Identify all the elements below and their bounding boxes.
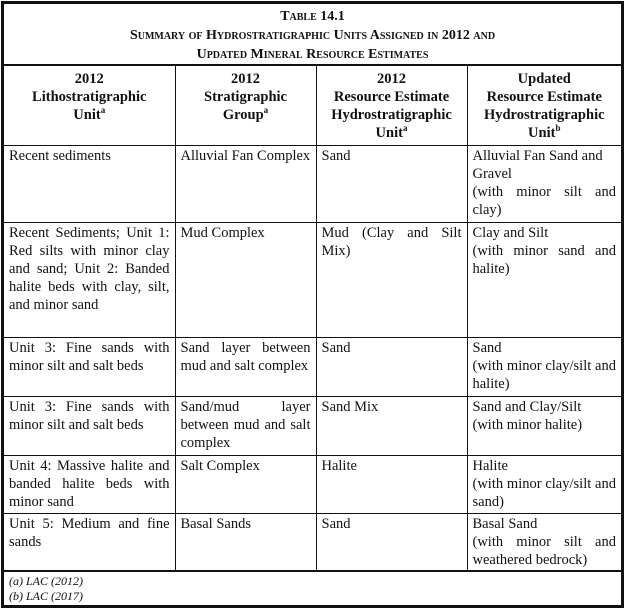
column-header: 2012 Resource Estimate Hydrostratigraphic Unit$^a$ xyxy=(316,66,467,145)
table-cell: Unit 3: Fine sands with minor silt and salt beds xyxy=(4,337,175,396)
table-cell: Sand xyxy=(316,337,467,396)
table-row xyxy=(4,396,621,455)
table-cell: Sand Mix xyxy=(316,396,467,455)
footnote-b: (b) LAC (2017) xyxy=(9,589,83,603)
hydrostratigraphic-table xyxy=(4,66,621,572)
table-cell: Mud (Clay and Silt Mix) xyxy=(316,222,467,337)
footnotes xyxy=(4,572,621,606)
table-row xyxy=(4,337,621,396)
table-cell: Salt Complex xyxy=(175,455,316,513)
table-cell: Recent sediments xyxy=(4,145,175,222)
title-line-3: Updated Mineral Resource Estimates xyxy=(196,47,429,62)
table-row xyxy=(4,145,621,222)
table-cell: Unit 4: Massive halite and banded halite beds with minor sand xyxy=(4,455,175,513)
table-cell: Sand (with minor clay/silt and halite) xyxy=(467,337,621,396)
table-cell: Sand xyxy=(316,513,467,571)
footnote-marker: a xyxy=(263,105,269,116)
title-line-1: Table 14.1 xyxy=(280,9,345,24)
table-row xyxy=(4,455,621,513)
table-row xyxy=(4,222,621,337)
table-cell: Sand xyxy=(316,145,467,222)
table-frame xyxy=(1,1,624,608)
table-cell: Mud Complex xyxy=(175,222,316,337)
table-cell: Unit 5: Medium and fine sands xyxy=(4,513,175,571)
footnote-marker: a xyxy=(402,123,408,134)
table-cell: Halite (with minor clay/silt and sand) xyxy=(467,455,621,513)
column-header: 2012 Lithostratigraphic Unit$^a$ xyxy=(4,66,175,145)
column-header: Updated Resource Estimate Hydrostratigraphic Unit$^b$ xyxy=(467,66,621,145)
table-cell: Sand and Clay/Silt (with minor halite) xyxy=(467,396,621,455)
table-cell: Clay and Silt (with minor sand and halite) xyxy=(467,222,621,337)
table-cell: Basal Sand (with minor silt and weathered bedrock) xyxy=(467,513,621,571)
table-title xyxy=(4,4,621,66)
table-cell: Recent Sediments; Unit 1: Red silts with minor clay and sand; Unit 2: Banded halite beds with clay, silt, and minor sand xyxy=(4,222,175,337)
title-line-2: Summary of Hydrostratigraphic Units Assigned in 2012 and xyxy=(129,28,496,43)
table-cell: Basal Sands xyxy=(175,513,316,571)
footnote-marker: b xyxy=(555,123,561,134)
header-row xyxy=(4,66,621,145)
table-cell: Alluvial Fan Sand and Gravel (with minor silt and clay) xyxy=(467,145,621,222)
table-cell: Sand/mud layer between mud and salt complex xyxy=(175,396,316,455)
column-header: 2012 Stratigraphic Group$^a$ xyxy=(175,66,316,145)
table-row xyxy=(4,513,621,571)
table-cell: Halite xyxy=(316,455,467,513)
table-cell: Alluvial Fan Complex xyxy=(175,145,316,222)
table-cell: Unit 3: Fine sands with minor silt and salt beds xyxy=(4,396,175,455)
footnote-a: (a) LAC (2012) xyxy=(9,574,83,588)
table-cell: Sand layer between mud and salt complex xyxy=(175,337,316,396)
footnote-marker: a xyxy=(100,105,106,116)
